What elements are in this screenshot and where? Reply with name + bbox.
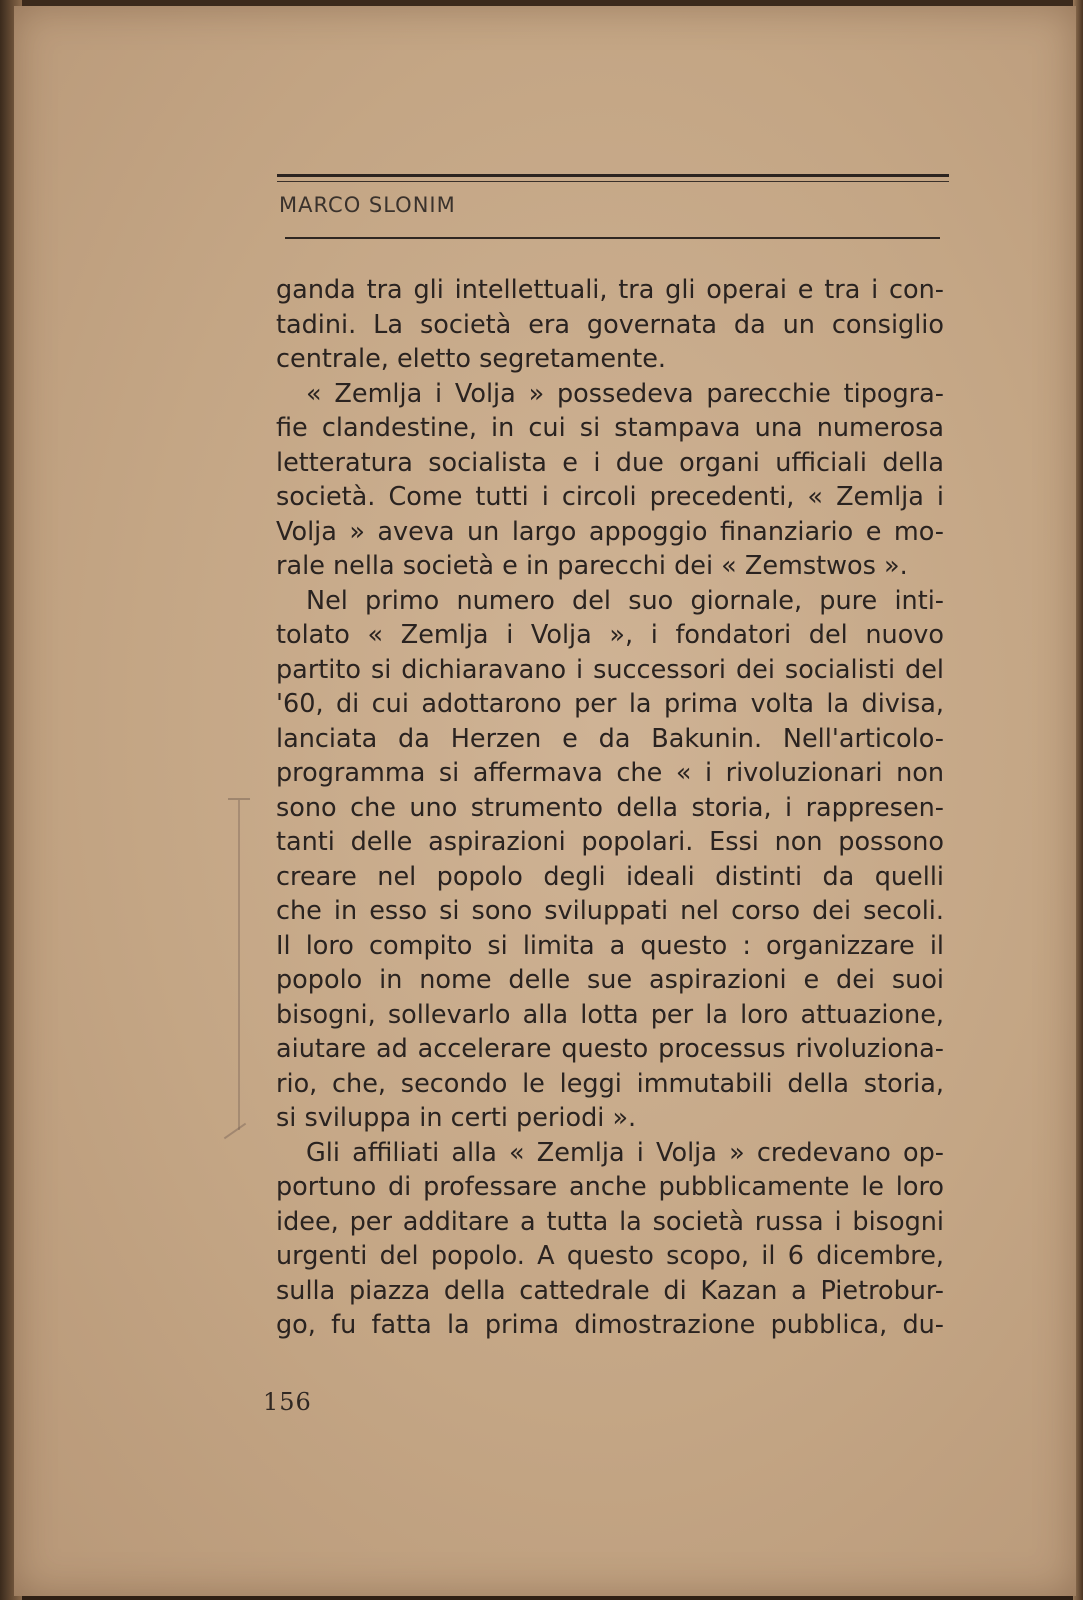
text-line: Nel primo numero del suo giornale, pure inti- <box>306 585 944 616</box>
text-line: aiutare ad accelerare questo processus rivoluziona- <box>276 1034 944 1064</box>
text-line: bisogni, sollevarlo alla lotta per la loro attuazione, <box>276 999 944 1030</box>
body-text <box>276 273 944 1343</box>
text-line: programma si affermava che « i rivoluzionari non <box>276 758 944 788</box>
text-line: sono che uno strumento della storia, i rappresen- <box>276 792 944 823</box>
header-rule-thin <box>277 181 949 182</box>
text-line: Gli affiliati alla « Zemlja i Volja » credevano op- <box>306 1137 944 1168</box>
text-line: rale nella società e in parecchi dei « Zemstwos ». <box>276 551 908 581</box>
text-line: fie clandestine, in cui si stampava una numerosa <box>276 413 944 443</box>
page-number: 156 <box>263 1388 312 1416</box>
text-line: urgenti del popolo. A questo scopo, il 6 dicembre, <box>276 1241 944 1271</box>
text-line: tolato « Zemlja i Volja », i fondatori del nuovo <box>276 620 944 650</box>
text-line: letteratura socialista e i due organi ufficiali della <box>276 447 944 478</box>
text-line: rio, che, secondo le leggi immutabili della storia, <box>276 1068 944 1099</box>
text-line: '60, di cui adottarono per la prima volta la divisa, <box>276 689 944 719</box>
text-line: sulla piazza della cattedrale di Kazan a Pietrobur- <box>276 1275 944 1306</box>
margin-pencil-line <box>238 800 240 1130</box>
header-rule-thick <box>277 174 949 177</box>
text-line: creare nel popolo degli ideali distinti da quelli <box>276 861 944 892</box>
text-line: Il loro compito si limita a questo : organizzare il <box>276 930 944 961</box>
header-underline <box>285 237 940 239</box>
text-line: tanti delle aspirazioni popolari. Essi non possono <box>276 827 944 857</box>
text-line: Volja » aveva un largo appoggio finanziario e mo- <box>276 516 944 547</box>
text-line: portuno di professare anche pubblicamente le loro <box>276 1172 944 1202</box>
text-line: lanciata da Herzen e da Bakunin. Nell'articolo- <box>276 723 944 754</box>
text-line: partito si dichiaravano i successori dei socialisti del <box>276 654 944 685</box>
running-head: MARCO SLONIM <box>279 193 456 217</box>
text-line: si sviluppa in certi periodi ». <box>276 1103 637 1133</box>
text-line: popolo in nome delle sue aspirazioni e dei suoi <box>276 965 944 995</box>
text-line: ganda tra gli intellettuali, tra gli operai e tra i con- <box>276 275 944 305</box>
text-line: idee, per additare a tutta la società russa i bisogni <box>276 1206 944 1237</box>
text-line: centrale, eletto segretamente. <box>276 344 667 374</box>
text-line: tadini. La società era governata da un consiglio <box>276 309 944 340</box>
text-line: società. Come tutti i circoli precedenti, « Zemlja i <box>276 482 944 512</box>
text-line: go, fu fatta la prima dimostrazione pubblica, du- <box>276 1310 944 1340</box>
text-line: che in esso si sono sviluppati nel corso dei secoli. <box>276 896 944 926</box>
text-line: « Zemlja i Volja » possedeva parecchie tipogra- <box>306 378 944 409</box>
